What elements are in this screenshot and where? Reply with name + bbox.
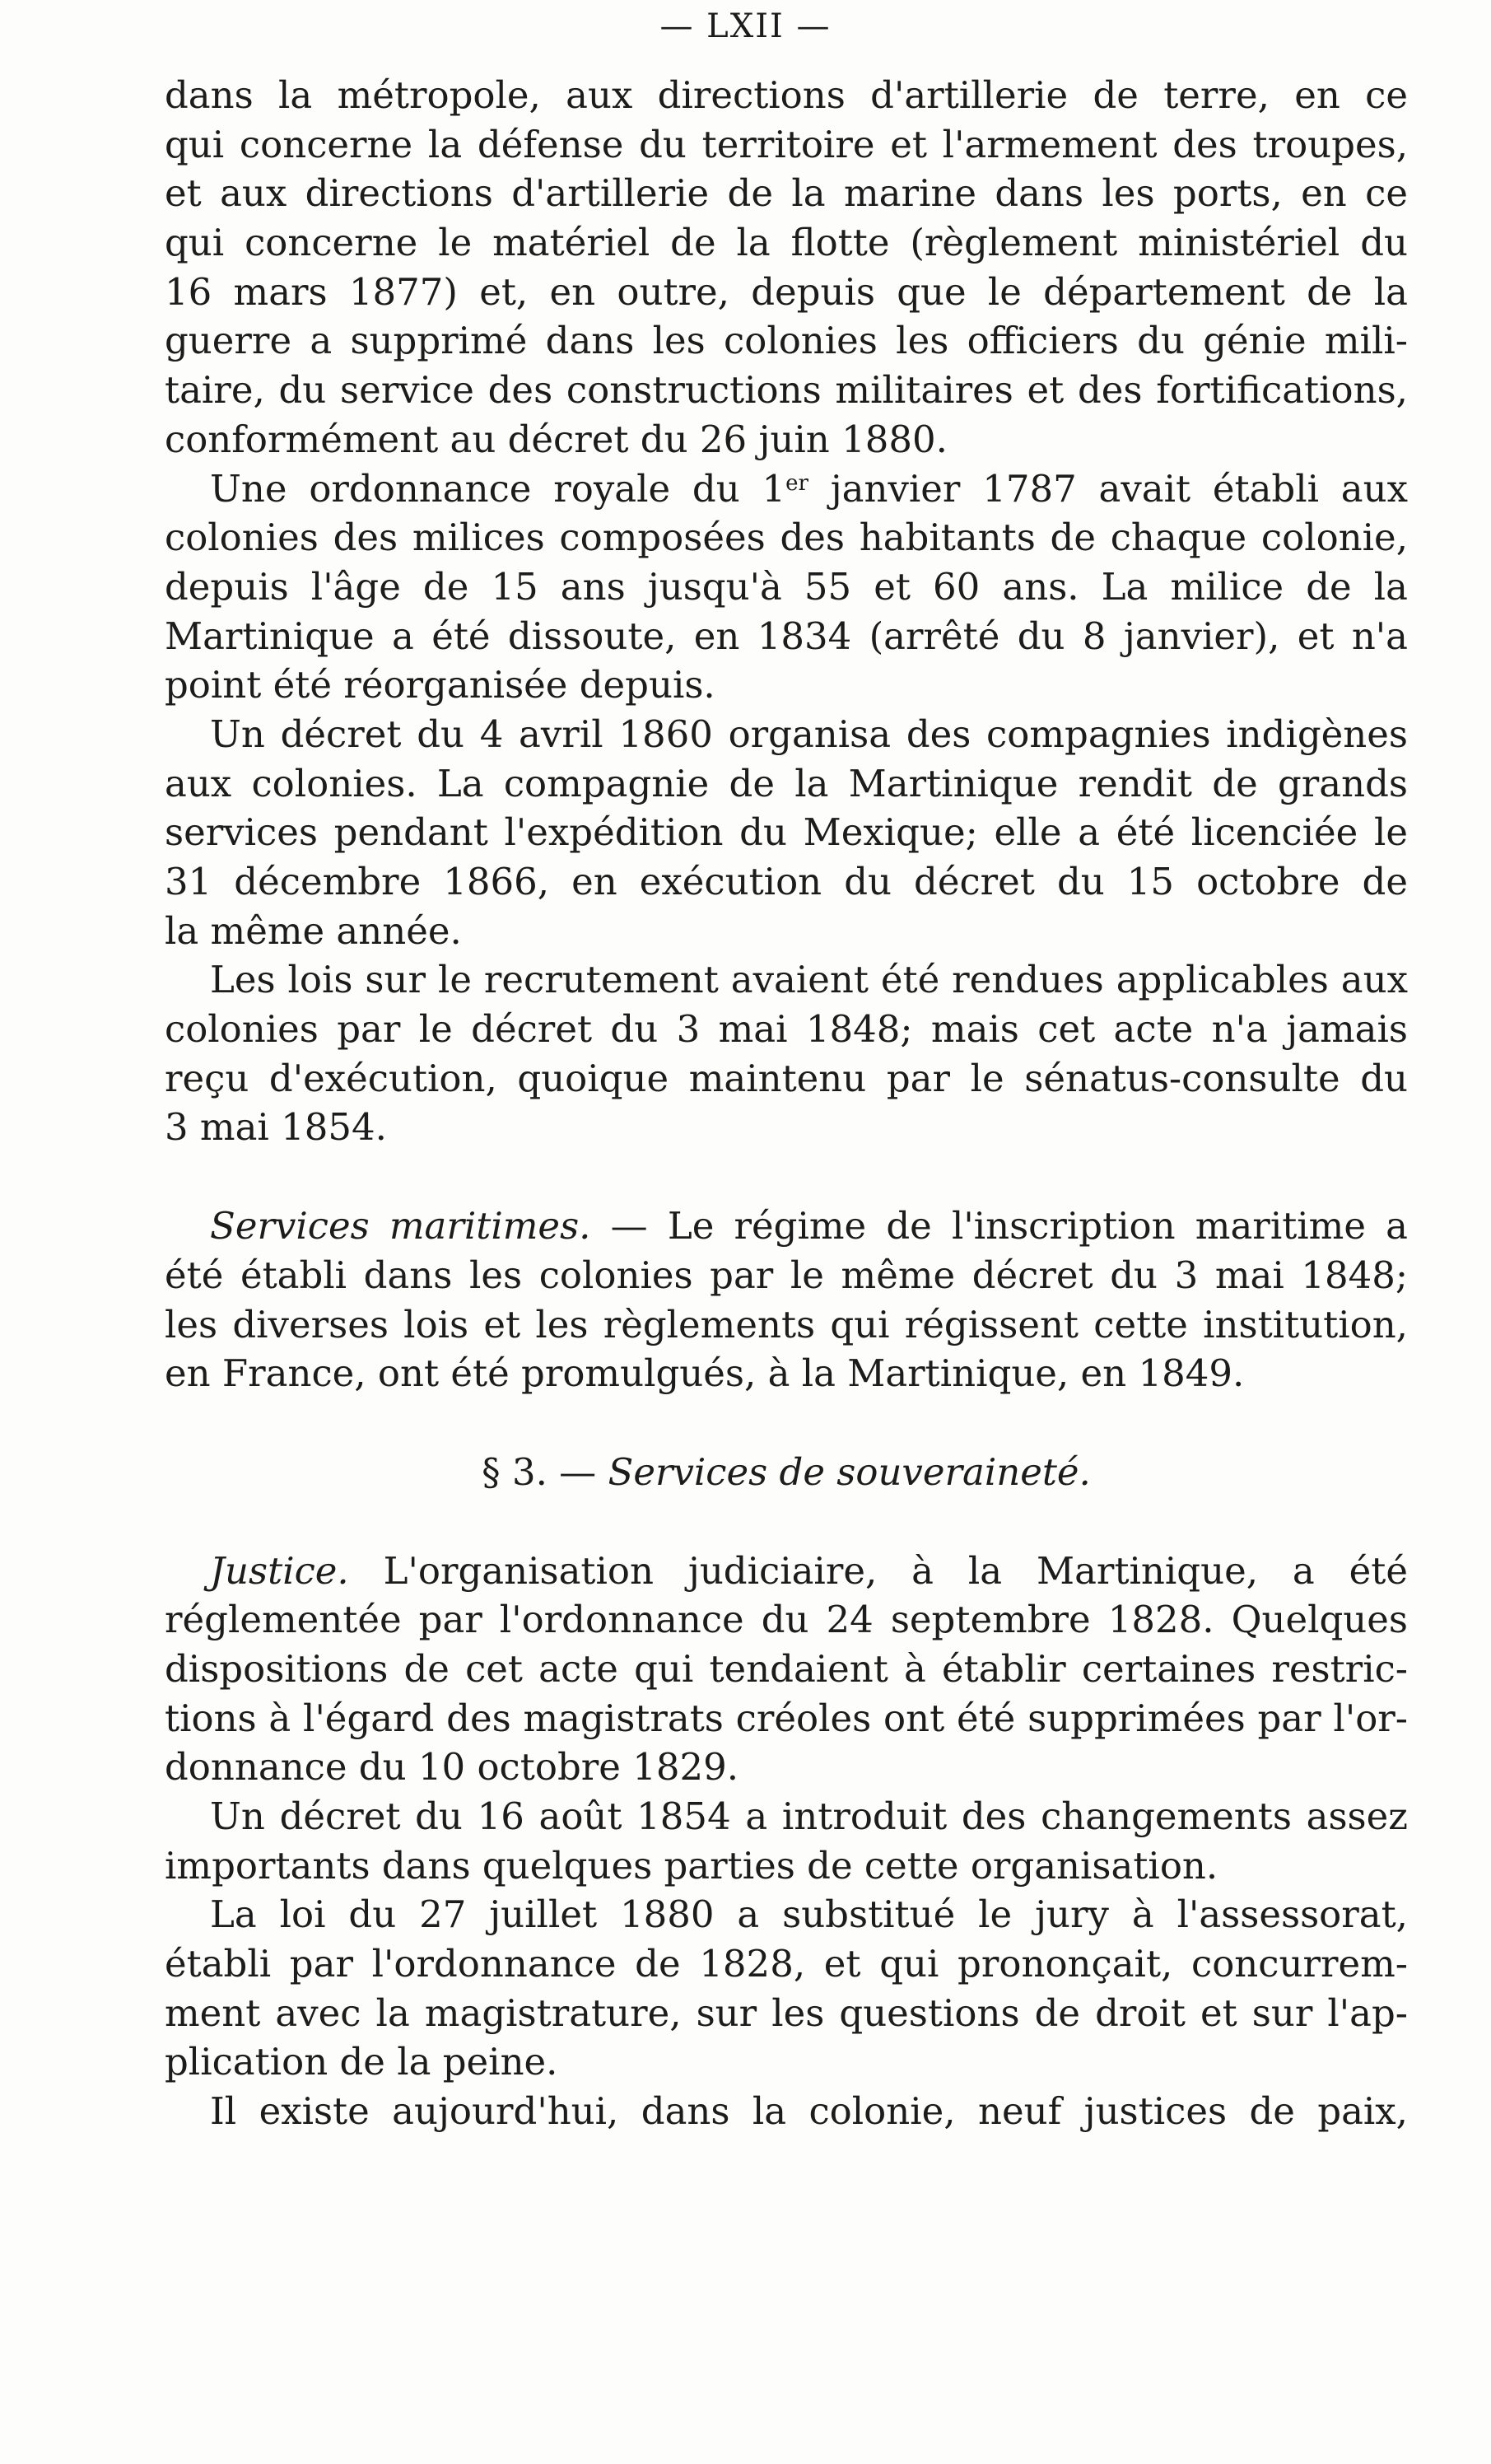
text-line: été établi dans les colonies par le même décret du 3 mai 1848; — [165, 1253, 1408, 1297]
text-line: tions à l'égard des magistrats créoles ont été supprimées par l'or- — [165, 1696, 1408, 1740]
text-run: — Le régime de l'inscription maritime a — [590, 1204, 1408, 1248]
text-line: guerre a supprimé dans les colonies les officiers du génie mili- — [165, 319, 1408, 363]
section-number: § 3. — — [482, 1449, 608, 1494]
section-run-in-title: Services maritimes. — [210, 1204, 591, 1248]
text-line: colonies par le décret du 3 mai 1848; mais cet acte n'a jamais — [165, 1007, 1408, 1052]
text-line: en France, ont été promulgués, à la Martinique, en 1849. — [165, 1351, 1245, 1396]
text-line: 16 mars 1877) et, en outre, depuis que le département de la — [165, 269, 1408, 314]
text-line-justice — [165, 1547, 1408, 1596]
text-line: Les lois sur le recrutement avaient été rendues applicables aux — [210, 958, 1408, 1002]
text-line: ment avec la magistrature, sur les questions de droit et sur l'ap- — [165, 1990, 1408, 2035]
text-line: services pendant l'expédition du Mexique; elle a été licenciée le — [165, 810, 1408, 855]
text-line: conformément au décret du 26 juin 1880. — [165, 417, 948, 461]
section-title: Services de souveraineté. — [608, 1449, 1091, 1494]
text-line: 3 mai 1854. — [165, 1105, 387, 1150]
text-line: dispositions de cet acte qui tendaient à établir certaines restric- — [165, 1646, 1408, 1691]
text-line: qui concerne la défense du territoire et l'armement des troupes, — [165, 122, 1408, 166]
text-line: plication de la peine. — [165, 2040, 558, 2084]
subsection-run-in-title: Justice. — [210, 1548, 349, 1593]
text-line: donnance du 10 octobre 1829. — [165, 1745, 739, 1790]
text-line: importants dans quelques parties de cette organisation. — [165, 1843, 1218, 1888]
text-line: depuis l'âge de 15 ans jusqu'à 55 et 60 ans. La milice de la — [165, 564, 1408, 609]
text-line: colonies des milices composées des habitants de chaque colonie, — [165, 516, 1408, 560]
text-line: réglementée par l'ordonnance du 24 septembre 1828. Quelques — [165, 1598, 1408, 1642]
text-line: Martinique a été dissoute, en 1834 (arrêté du 8 janvier), et n'a — [165, 614, 1408, 658]
text-line: qui concerne le matériel de la flotte (règlement ministériel du — [165, 221, 1408, 265]
text-line: Un décret du 16 août 1854 a introduit des changements assez — [210, 1794, 1408, 1838]
text-line: la même année. — [165, 908, 462, 953]
text-run: L'organisation judiciaire, à la Martinique, a été — [348, 1548, 1408, 1593]
text-line-maritime — [165, 1202, 1408, 1251]
body-text — [165, 71, 1408, 2136]
text-line: La loi du 27 juillet 1880 a substitué le jury à l'assessorat, — [210, 1892, 1408, 1937]
text-line: établi par l'ordonnance de 1828, et qui prononçait, concurrem- — [165, 1942, 1408, 1986]
text-line: et aux directions d'artillerie de la marine dans les ports, en ce — [165, 171, 1408, 216]
text-line-with-superscript: Une ordonnance royale du 1er janvier 1787 avait établi aux — [210, 466, 1408, 511]
section-heading — [165, 1448, 1408, 1497]
text-line: Il existe aujourd'hui, dans la colonie, neuf justices de paix, — [210, 2089, 1408, 2134]
text-line: dans la métropole, aux directions d'artillerie de terre, en ce — [165, 73, 1408, 117]
text-line: Un décret du 4 avril 1860 organisa des compagnies indigènes — [210, 712, 1408, 756]
text-line: 31 décembre 1866, en exécution du décret du 15 octobre de — [165, 860, 1408, 903]
text-line: point été réorganisée depuis. — [165, 663, 715, 707]
page-number: — LXII — — [659, 7, 832, 45]
text-line: aux colonies. La compagnie de la Martinique rendit de grands — [165, 761, 1408, 805]
text-line: reçu d'exécution, quoique maintenu par le sénatus-consulte du — [165, 1056, 1408, 1100]
text-line: taire, du service des constructions militaires et des fortifications, — [165, 368, 1408, 413]
text-line: les diverses lois et les règlements qui régissent cette institution, — [165, 1302, 1408, 1346]
